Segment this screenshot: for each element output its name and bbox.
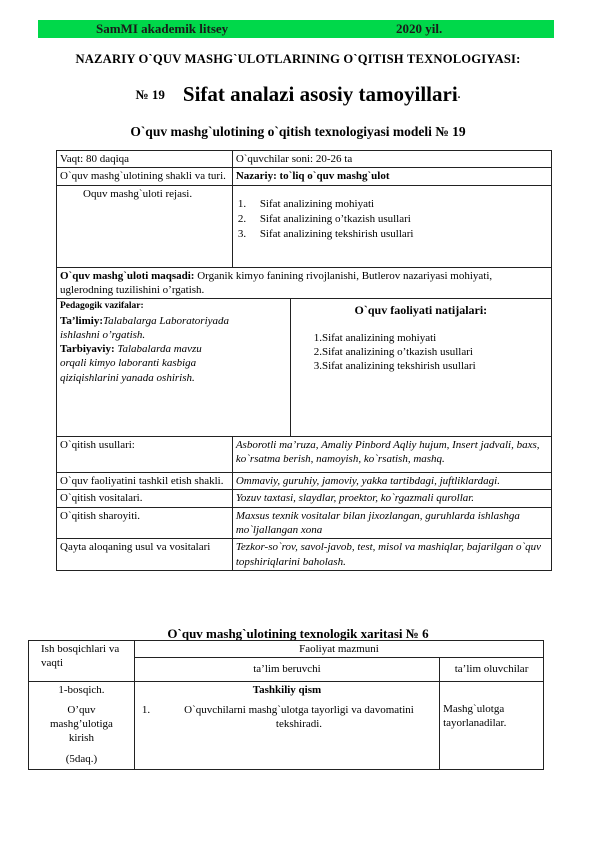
list-item: 3. Sifat analizining tekshirish usullari bbox=[237, 228, 414, 241]
feedback-value: Tezkor-so`rov, savol-javob, test, misol va mashiqlar, bajarilgan o`quv topshiriqlarini baholash. bbox=[232, 539, 551, 571]
stage-name: O’quv mashg’ulotiga kirish bbox=[49, 703, 113, 745]
results-label: O`quv faoliyati natijalari: bbox=[354, 303, 488, 318]
table-row bbox=[57, 473, 552, 490]
table-row bbox=[57, 539, 552, 571]
content-header: Faoliyat mazmuni bbox=[134, 641, 543, 658]
map-title: O`quv mashg`ulotining texnologik xaritasi № 6 bbox=[167, 626, 429, 641]
conditions-value: Maxsus texnik vositalar bilan jixozlangan, guruhlarda ishlashga mo`ljallangan xona bbox=[232, 507, 551, 539]
list-item: 1. Sifat analizining mohiyati bbox=[237, 197, 375, 210]
list-item: 3.Sifat analizining tekshirish usullari bbox=[313, 360, 476, 373]
edu-task: Ta’limiy:Talabalarga Laboratoriyada ishlashni o’rgatish. bbox=[60, 314, 230, 341]
goal-label: O`quv mashg`uloti maqsadi: bbox=[60, 269, 195, 282]
form-label: O`quv mashg`ulotining shakli va turi. bbox=[57, 168, 233, 185]
tools-label: O`qitish vositalari. bbox=[57, 490, 233, 507]
lesson-title-block bbox=[0, 82, 596, 107]
goal-text: Organik kimyo fanining rivojlanishi, Butlerov nazariyasi mohiyati, uglerodning tuzilishini o’rgatish. bbox=[60, 269, 493, 296]
table-row bbox=[57, 507, 552, 539]
org-label: O`quv faoliyatini tashkil etish shakli. bbox=[57, 473, 233, 490]
header-banner bbox=[38, 20, 554, 38]
lesson-title-dot: . bbox=[457, 89, 461, 102]
tech-map-table bbox=[28, 640, 544, 770]
model-title: O`quv mashg`ulotining o`qitish texnologiyasi modeli № 19 bbox=[130, 124, 466, 139]
goal-cell bbox=[57, 267, 552, 299]
results-cell bbox=[290, 299, 551, 437]
table-row bbox=[57, 299, 552, 437]
document-title: NAZARIY O`QUV MASHG`ULOTLARINING O`QITISH TEXNOLOGIYASI: bbox=[75, 52, 521, 66]
stage-time: (5daq.) bbox=[65, 752, 98, 765]
tools-value: Yozuv taxtasi, slaydlar, proektor, ko`rgazmali qurollar. bbox=[232, 490, 551, 507]
table-row bbox=[57, 168, 552, 185]
students-cell: O`quvchilar soni: 20-26 ta bbox=[232, 151, 551, 168]
lesson-name: Sifat analazi asosiy tamoyillari bbox=[182, 82, 458, 106]
student-activity-cell: Mashg`ulotga tayorlanadilar. bbox=[440, 681, 544, 769]
stage-number: 1-bosqich. bbox=[58, 683, 105, 696]
table-row bbox=[57, 267, 552, 299]
table-row bbox=[57, 151, 552, 168]
header-year: 2020 yil. bbox=[396, 21, 443, 36]
upbr-task: Tarbiyaviy: Talabalarda mavzu orqali kimyo laboranti kasbiga qiziqishlarini yanada oshirish. bbox=[60, 343, 202, 384]
teacher-item: 1. O`quvchilarni mashg`ulotga tayorligi va davomatini tekshiradi. bbox=[141, 703, 414, 731]
form-value: Nazariy: to`liq o`quv mashg`ulot bbox=[232, 168, 551, 185]
teacher-header: ta’lim beruvchi bbox=[134, 658, 439, 681]
plan-list bbox=[236, 197, 548, 242]
table-row bbox=[57, 437, 552, 473]
table-row bbox=[29, 641, 544, 658]
list-item: 2. Sifat analizining o’tkazish usullari bbox=[237, 212, 411, 225]
methods-label: O`qitish usullari: bbox=[57, 437, 233, 473]
stage-cell bbox=[29, 681, 135, 769]
list-item: 1.Sifat analizining mohiyati bbox=[313, 331, 437, 344]
list-item: 2.Sifat analizining o’tkazish usullari bbox=[313, 346, 473, 359]
school-name: SamMI akademik litsey bbox=[96, 21, 229, 36]
org-value: Ommaviy, guruhiy, jamoviy, yakka tartibdagi, juftliklardagi. bbox=[232, 473, 551, 490]
plan-cell bbox=[232, 185, 551, 267]
time-cell: Vaqt: 80 daqiqa bbox=[57, 151, 233, 168]
results-list bbox=[314, 331, 548, 374]
tasks-cell bbox=[57, 299, 291, 437]
plan-label: Oquv mashg`uloti rejasi. bbox=[57, 185, 233, 267]
table-row bbox=[57, 185, 552, 267]
student-header: ta’lim oluvchilar bbox=[440, 658, 544, 681]
teacher-activity-cell bbox=[134, 681, 439, 769]
lesson-number: № 19 bbox=[135, 86, 165, 102]
feedback-label: Qayta aloqaning usul va vositalari bbox=[57, 539, 233, 571]
tasks-label: Pedagogik vazifalar: bbox=[60, 301, 144, 312]
table-row bbox=[29, 681, 544, 769]
stages-header: Ish bosqichlari va vaqti bbox=[29, 641, 135, 682]
conditions-label: O`qitish sharoyiti. bbox=[57, 507, 233, 539]
methods-value: Asborotli ma’ruza, Amaliy Pinbord Aqliy hujum, Insert jadvali, baxs, ko`rsatma berish, namoyish, ko`rsatish, mashq. bbox=[232, 437, 551, 473]
model-table bbox=[56, 150, 552, 571]
table-row bbox=[57, 490, 552, 507]
section-title: Tashkiliy qism bbox=[252, 683, 322, 696]
